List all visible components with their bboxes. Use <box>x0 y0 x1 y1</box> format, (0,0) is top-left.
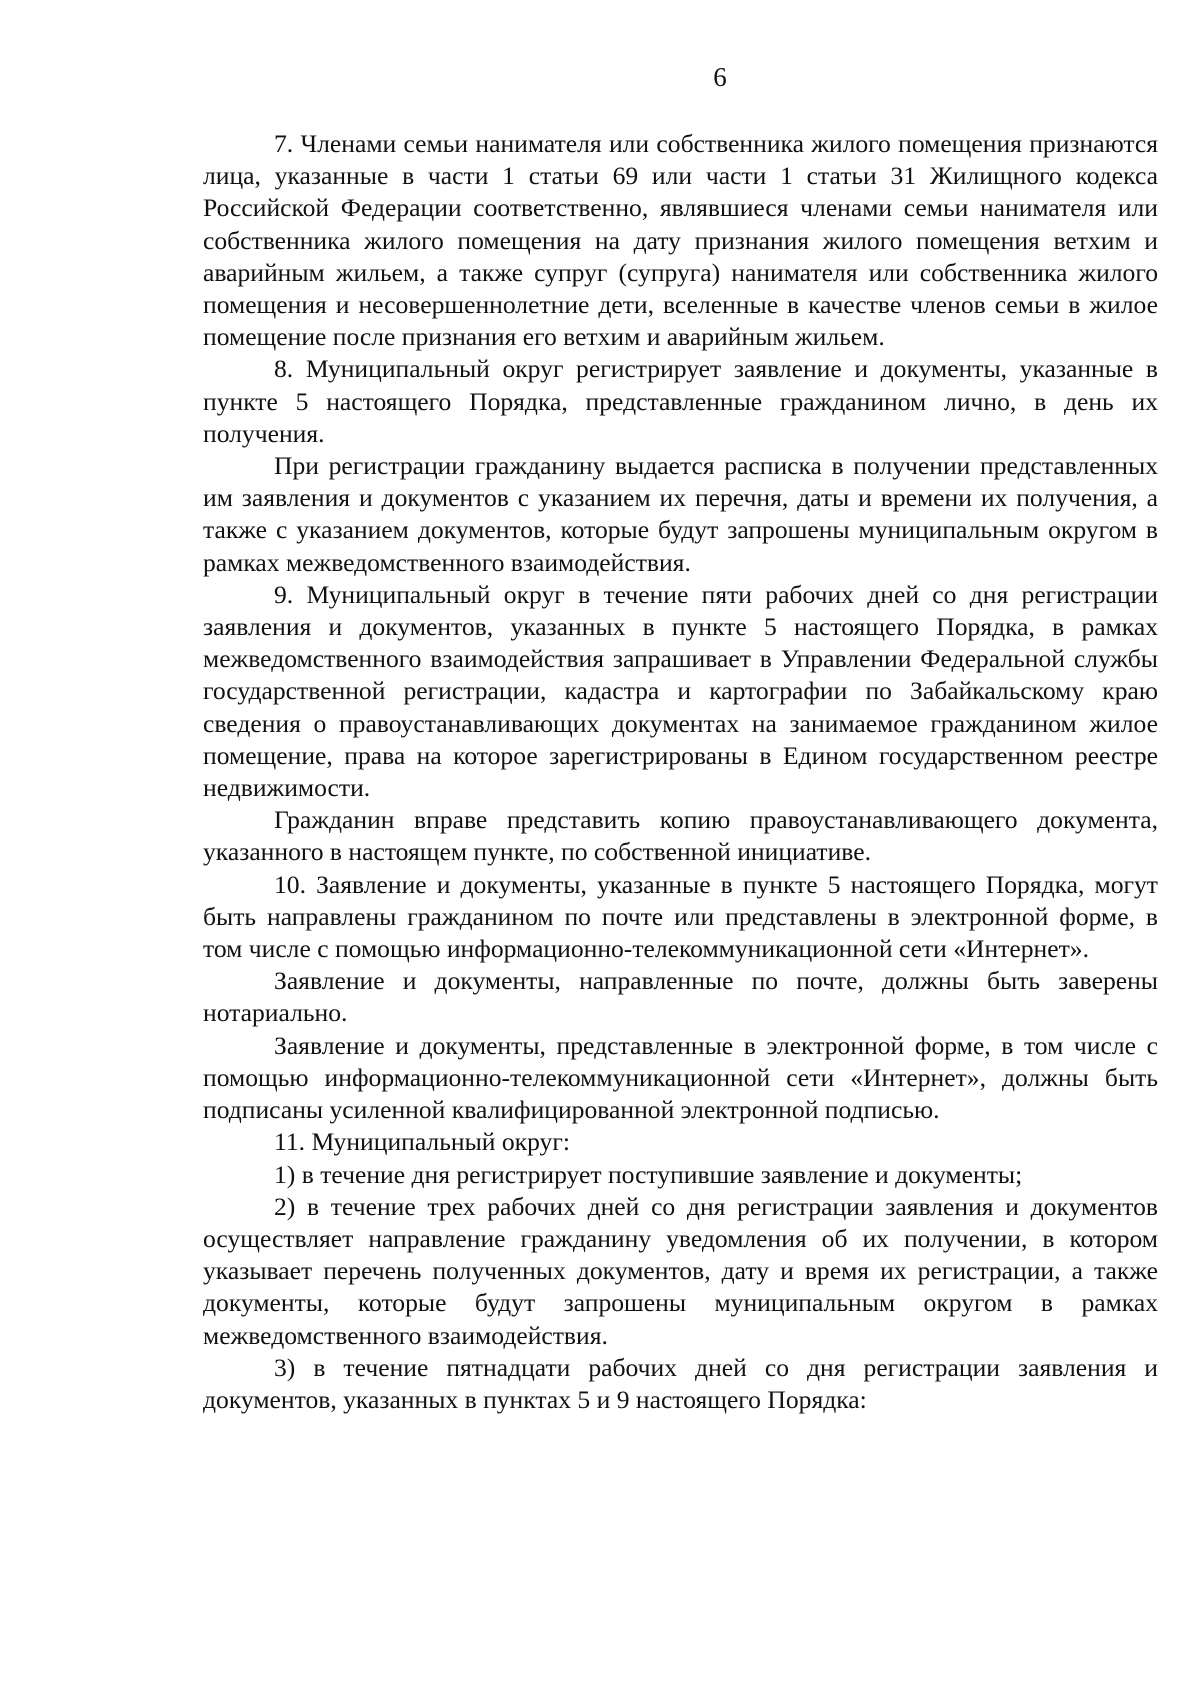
paragraph-10-electronic-signature: Заявление и документы, представленные в электронной форме, в том числе с помощью информационно-телекоммуникационной сети «Интернет», должны быть подписаны усиленной квалифицированной электронной подписью. <box>203 1030 1158 1125</box>
paragraph-11: 11. Муниципальный округ: <box>274 1127 570 1157</box>
paragraph-9: 9. Муниципальный округ в течение пяти рабочих дней со дня регистрации заявления и документов, указанных в пункте 5 настоящего Порядка, в рамках межведомственного взаимодействия запрашивает в Управлении Федеральной службы государственной регистрации, кадастра и картографии по Забайкальскому краю сведения о правоустанавливающих документах на занимаемое гражданином жилое помещение, права на которое зарегистрированы в Едином государственном реестре недвижимости. <box>203 579 1158 803</box>
page-number: 6 <box>713 62 727 92</box>
paragraph-7: 7. Членами семьи нанимателя или собственника жилого помещения признаются лица, указанные в части 1 статьи 69 или части 1 статьи 31 Жилищного кодекса Российской Федерации соответственно, являвшиеся членами семьи нанимателя или собственника жилого помещения на дату признания жилого помещения ветхим и аварийным жильем, а также супруг (супруга) нанимателя или собственника жилого помещения и несовершеннолетние дети, вселенные в качестве членов семьи в жилое помещение после признания его ветхим и аварийным жильем. <box>203 129 1158 352</box>
document-body <box>203 128 1158 1416</box>
paragraph-8-registration-receipt: При регистрации гражданину выдается расписка в получении представленных им заявления и документов с указанием их перечня, даты и времени их получения, а также с указанием документов, которые будут запрошены муниципальным округом в рамках межведомственного взаимодействия. <box>203 451 1158 577</box>
paragraph-11-item-3: 3) в течение пятнадцати рабочих дней со дня регистрации заявления и документов, указанных в пунктах 5 и 9 настоящего Порядка: <box>203 1352 1158 1414</box>
paragraph-11-item-1: 1) в течение дня регистрирует поступившие заявление и документы; <box>274 1159 1023 1189</box>
paragraph-10: 10. Заявление и документы, указанные в пункте 5 настоящего Порядка, могут быть направлены гражданином по почте или представлены в электронной форме, в том числе с помощью информационно-телекоммуникационной сети «Интернет». <box>203 869 1158 964</box>
paragraph-11-item-2: 2) в течение трех рабочих дней со дня регистрации заявления и документов осуществляет направление гражданину уведомления об их получении, в котором указывает перечень полученных документов, дату и время их регистрации, а также документы, которые будут запрошены муниципальным округом в рамках межведомственного взаимодействия. <box>203 1191 1158 1350</box>
paragraph-8: 8. Муниципальный округ регистрирует заявление и документы, указанные в пункте 5 настоящего Порядка, представленные гражданином лично, в день их получения. <box>203 354 1158 448</box>
paragraph-10-postal-notarization: Заявление и документы, направленные по почте, должны быть заверены нотариально. <box>203 966 1158 1028</box>
paragraph-9-citizen-right: Гражданин вправе представить копию правоустанавливающего документа, указанного в настоящем пункте, по собственной инициативе. <box>203 805 1158 867</box>
